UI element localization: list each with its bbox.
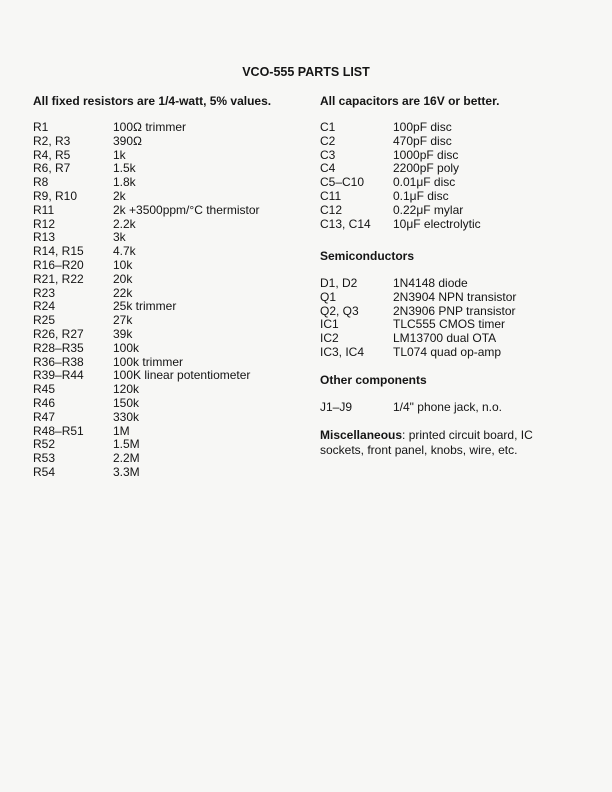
part-ref: R46: [33, 395, 56, 410]
page-title: VCO-555 PARTS LIST: [242, 65, 370, 79]
part-value: 100k trimmer: [113, 354, 184, 369]
part-row: [33, 287, 293, 301]
part-row: [320, 218, 580, 232]
part-row: [33, 245, 293, 259]
part-ref: C2: [320, 133, 336, 148]
semiconductors-table: [320, 277, 580, 360]
part-value: 2.2M: [113, 451, 140, 466]
part-value: 1000pF disc: [393, 147, 459, 162]
part-value: 1M: [113, 423, 130, 438]
part-value: 2N3904 NPN transistor: [393, 289, 517, 304]
part-row: [33, 259, 293, 273]
part-row: [33, 190, 293, 204]
part-value: 2200pF poly: [393, 161, 460, 176]
part-value: 470pF disc: [393, 133, 452, 148]
part-ref: R12: [33, 216, 56, 231]
part-value: 120k: [113, 382, 140, 397]
part-value: 2N3906 PNP transistor: [393, 303, 516, 318]
part-ref: C11: [320, 188, 342, 203]
part-ref: R6, R7: [33, 161, 71, 176]
part-ref: C1: [320, 120, 336, 134]
part-value: 3k: [113, 230, 126, 245]
part-value: 27k: [113, 313, 133, 328]
part-row: [33, 204, 293, 218]
part-value: 2k: [113, 188, 126, 203]
part-ref: R53: [33, 451, 56, 466]
part-row: [320, 190, 580, 204]
part-ref: R39–R44: [33, 368, 84, 383]
part-value: 1.5M: [113, 437, 140, 452]
part-ref: R28–R35: [33, 340, 84, 355]
part-value: 2k +3500ppm/°C thermistor: [113, 202, 260, 217]
part-value: 39k: [113, 326, 133, 341]
part-row: [33, 411, 293, 425]
part-row: [320, 332, 580, 346]
part-row: [33, 438, 293, 452]
part-row: [33, 314, 293, 328]
part-ref: R52: [33, 437, 56, 452]
part-row: [320, 318, 580, 332]
part-value: TL074 quad op-amp: [393, 344, 502, 359]
part-ref: IC1: [320, 317, 339, 332]
part-value: 20k: [113, 271, 133, 286]
part-value: 3.3M: [113, 464, 140, 479]
part-ref: C12: [320, 202, 343, 217]
capacitors-table: [320, 121, 580, 231]
part-ref: R2, R3: [33, 133, 71, 148]
part-row: [33, 425, 293, 439]
part-row: [33, 397, 293, 411]
part-value: LM13700 dual OTA: [393, 331, 497, 346]
part-value: 1/4" phone jack, n.o.: [393, 400, 503, 414]
part-value: 4.7k: [113, 244, 136, 259]
part-value: 100pF disc: [393, 120, 452, 134]
part-value: 390Ω: [113, 133, 142, 148]
resistors-heading: All fixed resistors are 1/4-watt, 5% values.: [33, 94, 272, 108]
part-row: [320, 291, 580, 305]
part-row: [320, 149, 580, 163]
part-row: [33, 162, 293, 176]
part-ref: R11: [33, 202, 55, 217]
part-row: [33, 356, 293, 370]
part-ref: D1, D2: [320, 276, 358, 290]
part-ref: R21, R22: [33, 271, 84, 286]
part-row: [320, 401, 580, 415]
part-value: 22k: [113, 285, 133, 300]
part-ref: R1: [33, 120, 49, 134]
resistors-table: [33, 121, 293, 480]
part-row: [33, 231, 293, 245]
part-value: 0.22μF mylar: [393, 202, 464, 217]
part-row: [33, 273, 293, 287]
part-ref: IC3, IC4: [320, 344, 365, 359]
part-row: [33, 135, 293, 149]
part-row: [33, 300, 293, 314]
part-row: [320, 305, 580, 319]
part-row: [33, 466, 293, 480]
part-row: [33, 452, 293, 466]
part-ref: Q2, Q3: [320, 303, 359, 318]
part-row: [33, 218, 293, 232]
part-ref: Q1: [320, 289, 337, 304]
part-row: [33, 383, 293, 397]
miscellaneous-note: [320, 428, 560, 458]
part-ref: R36–R38: [33, 354, 84, 369]
part-ref: C13, C14: [320, 216, 371, 231]
part-ref: J1–J9: [320, 400, 353, 414]
part-ref: R47: [33, 409, 56, 424]
part-row: [320, 176, 580, 190]
part-ref: R24: [33, 299, 56, 314]
capacitors-heading: All capacitors are 16V or better.: [320, 94, 500, 108]
part-row: [33, 149, 293, 163]
part-row: [33, 121, 293, 135]
part-value: 25k trimmer: [113, 299, 177, 314]
part-row: [320, 346, 580, 360]
part-row: [320, 204, 580, 218]
part-row: [33, 176, 293, 190]
part-ref: R13: [33, 230, 56, 245]
part-ref: R26, R27: [33, 326, 84, 341]
part-value: 1.8k: [113, 175, 136, 190]
part-ref: R54: [33, 464, 56, 479]
part-ref: R45: [33, 382, 56, 397]
part-ref: R48–R51: [33, 423, 84, 438]
part-value: 100Ω trimmer: [113, 120, 186, 134]
part-value: 1.5k: [113, 161, 136, 176]
part-value: 1k: [113, 147, 126, 162]
part-row: [320, 135, 580, 149]
part-value: 10μF electrolytic: [393, 216, 481, 231]
part-row: [33, 369, 293, 383]
miscellaneous-text: : printed circuit board, IC sockets, front panel, knobs, wire, etc.: [320, 428, 533, 457]
part-row: [33, 342, 293, 356]
part-row: [320, 121, 580, 135]
part-value: 150k: [113, 395, 140, 410]
part-value: 2.2k: [113, 216, 136, 231]
part-ref: C5–C10: [320, 175, 365, 190]
part-value: 100K linear potentiometer: [113, 368, 251, 383]
part-ref: R25: [33, 313, 56, 328]
part-value: 100k: [113, 340, 140, 355]
other-components-table: [320, 401, 580, 415]
part-ref: R8: [33, 175, 49, 190]
other-components-heading: Other components: [320, 373, 427, 387]
miscellaneous-label: Miscellaneous: [320, 428, 403, 442]
part-row: [33, 328, 293, 342]
part-ref: R14, R15: [33, 244, 84, 259]
part-value: 0.1μF disc: [393, 188, 449, 203]
part-ref: C4: [320, 161, 336, 176]
part-ref: R9, R10: [33, 188, 78, 203]
part-value: 330k: [113, 409, 140, 424]
part-ref: R16–R20: [33, 257, 84, 272]
part-ref: R23: [33, 285, 56, 300]
part-value: 0.01μF disc: [393, 175, 456, 190]
semiconductors-heading: Semiconductors: [320, 249, 415, 263]
part-ref: C3: [320, 147, 336, 162]
part-row: [320, 162, 580, 176]
part-ref: R4, R5: [33, 147, 71, 162]
part-value: 1N4148 diode: [393, 276, 468, 290]
part-value: 10k: [113, 257, 133, 272]
part-row: [320, 277, 580, 291]
part-ref: IC2: [320, 331, 339, 346]
part-value: TLC555 CMOS timer: [393, 317, 506, 332]
